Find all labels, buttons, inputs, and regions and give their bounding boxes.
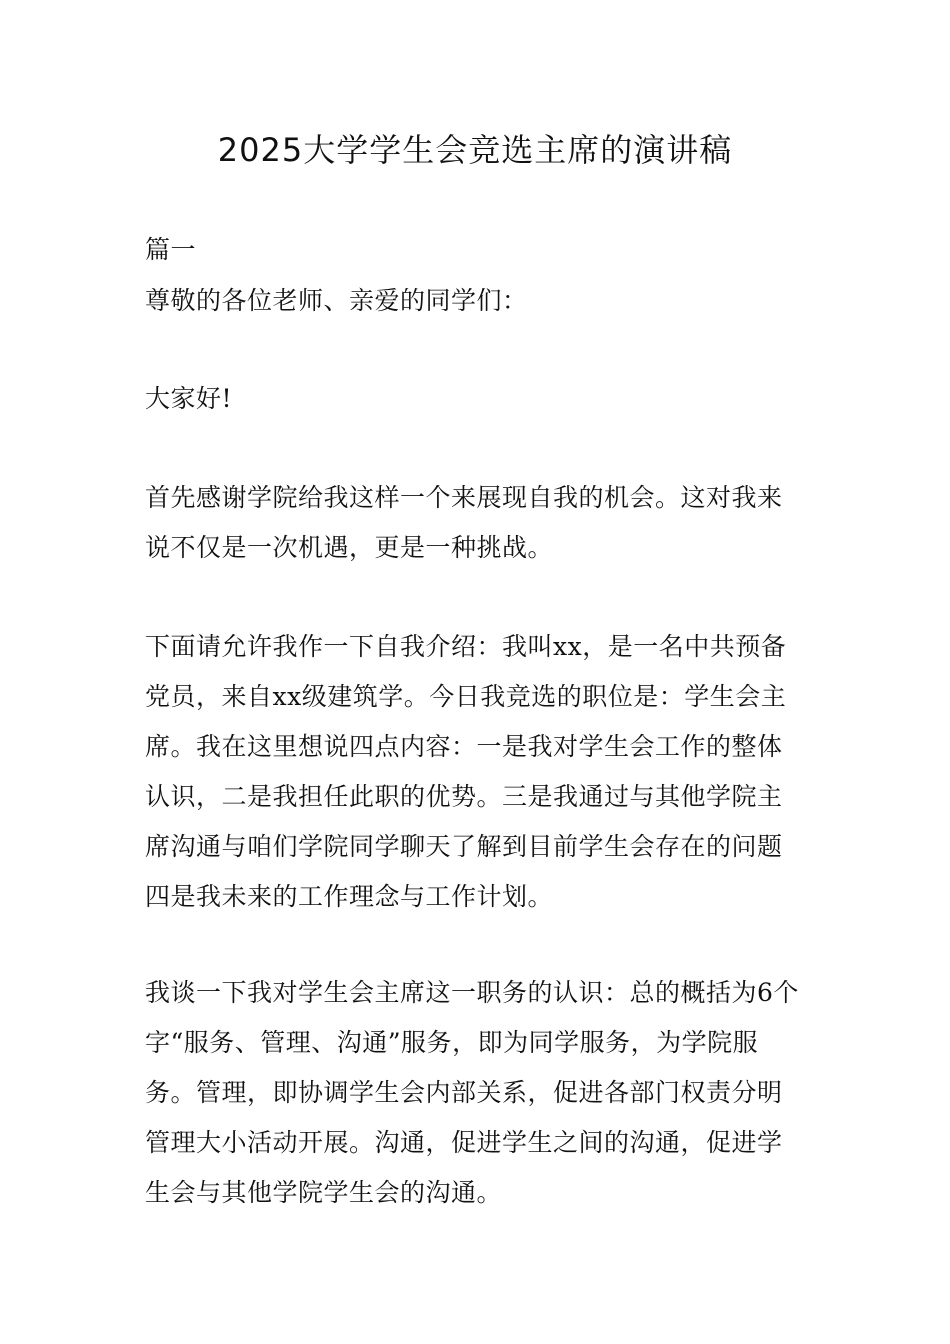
paragraph-3 (145, 976, 810, 1226)
paragraph-line: 席。我在这里想说四点内容：一是我对学生会工作的整体 (145, 732, 783, 761)
paragraph-line: 生会与其他学院学生会的沟通。 (145, 1178, 503, 1207)
paragraph-line: 说不仅是一次机遇，更是一种挑战。 (145, 533, 554, 562)
paragraph-line: 四是我未来的工作理念与工作计划。 (145, 882, 554, 911)
paragraph-line: 党员，来自xx级建筑学。今日我竞选的职位是：学生会主 (145, 682, 787, 711)
paragraph-line: 席沟通与咱们学院同学聊天了解到目前学生会存在的问题 (145, 832, 783, 861)
paragraph-1 (145, 481, 810, 581)
paragraph-line: 务。管理，即协调学生会内部关系，促进各部门权责分明 (145, 1078, 783, 1107)
document-title: 2025大学学生会竞选主席的演讲稿 (217, 131, 733, 169)
paragraph-line: 管理大小活动开展。沟通，促进学生之间的沟通，促进学 (145, 1128, 783, 1157)
greeting: 大家好! (145, 384, 233, 413)
paragraph-line: 我谈一下我对学生会主席这一职务的认识：总的概括为6个 (145, 978, 799, 1007)
paragraph-2 (145, 630, 810, 930)
paragraph-line: 首先感谢学院给我这样一个来展现自我的机会。这对我来 (145, 483, 783, 512)
paragraph-line: 下面请允许我作一下自我介绍：我叫xx，是一名中共预备 (145, 632, 787, 661)
paragraph-line: 字“服务、管理、沟通”服务，即为同学服务，为学院服 (145, 1028, 759, 1057)
section-label: 篇一 (145, 235, 197, 264)
salutation: 尊敬的各位老师、亲爱的同学们： (145, 286, 528, 315)
paragraph-line: 认识，二是我担任此职的优势。三是我通过与其他学院主 (145, 782, 783, 811)
